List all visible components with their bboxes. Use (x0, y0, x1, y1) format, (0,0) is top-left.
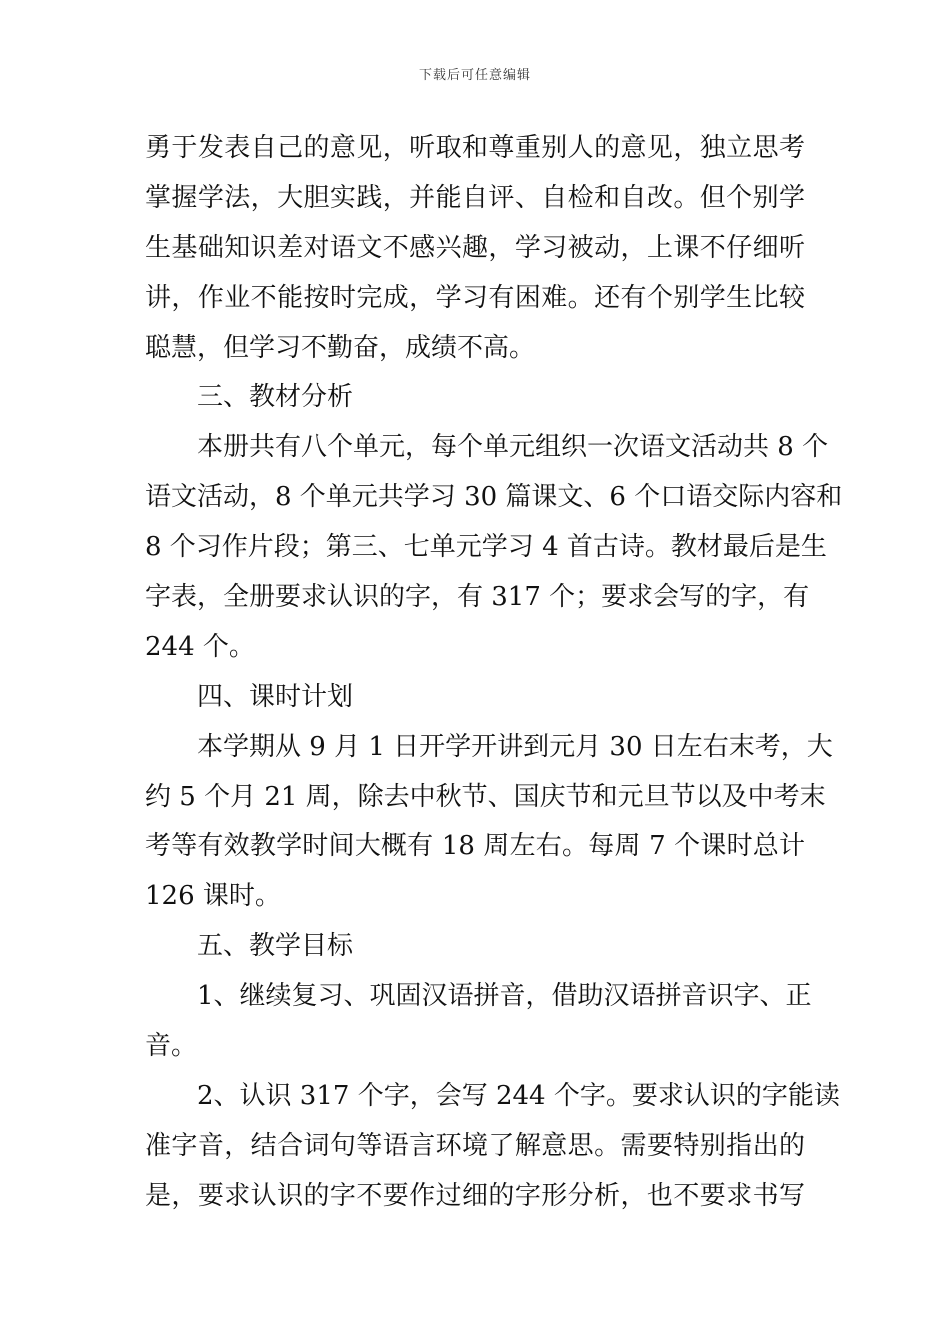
text-line: 126 课时。 (145, 881, 281, 912)
text-line: 考等有效教学时间大概有 18 周左右。每周 7 个课时总计 (145, 831, 805, 862)
text-line: 五、教学目标 (197, 931, 354, 962)
document-body (145, 124, 843, 1222)
text-line: 本学期从 9 月 1 日开学开讲到元月 30 日左右末考，大 (197, 731, 833, 762)
text-line: 准字音，结合词句等语言环境了解意思。需要特别指出的 (145, 1130, 805, 1161)
text-line: 1、继续复习、巩固汉语拼音，借助汉语拼音识字、正 (197, 981, 812, 1012)
text-line: 勇于发表自己的意见，听取和尊重别人的意见，独立思考 (145, 133, 805, 163)
text-line: 掌握学法，大胆实践，并能自评、自检和自改。但个别学 (145, 182, 805, 213)
text-line: 2、认识 317 个字，会写 244 个字。要求认识的字能读 (197, 1080, 840, 1111)
text-line: 8 个习作片段；第三、七单元学习 4 首古诗。教材最后是生 (145, 532, 827, 563)
text-line: 音。 (145, 1031, 198, 1062)
text-line: 约 5 个月 21 周，除去中秋节、国庆节和元旦节以及中考末 (145, 781, 826, 812)
text-line: 是，要求认识的字不要作过细的字形分析，也不要求书写 (145, 1180, 805, 1211)
page-header: 下载后可任意编辑 (418, 68, 531, 83)
text-line: 讲，作业不能按时完成，学习有困难。还有个别学生比较 (145, 282, 805, 313)
text-line: 语文活动，8 个单元共学习 30 篇课文、6 个口语交际内容和 (145, 482, 843, 513)
text-line: 四、课时计划 (197, 681, 354, 712)
text-line: 三、教材分析 (197, 382, 354, 413)
text-line: 字表，全册要求认识的字，有 317 个；要求会写的字，有 (145, 582, 810, 613)
text-line: 生基础知识差对语文不感兴趣，学习被动，上课不仔细听 (145, 232, 805, 263)
text-line: 聪慧，但学习不勤奋，成绩不高。 (145, 332, 536, 363)
text-line: 244 个。 (145, 631, 255, 662)
text-line: 本册共有八个单元，每个单元组织一次语文活动共 8 个 (197, 432, 829, 463)
